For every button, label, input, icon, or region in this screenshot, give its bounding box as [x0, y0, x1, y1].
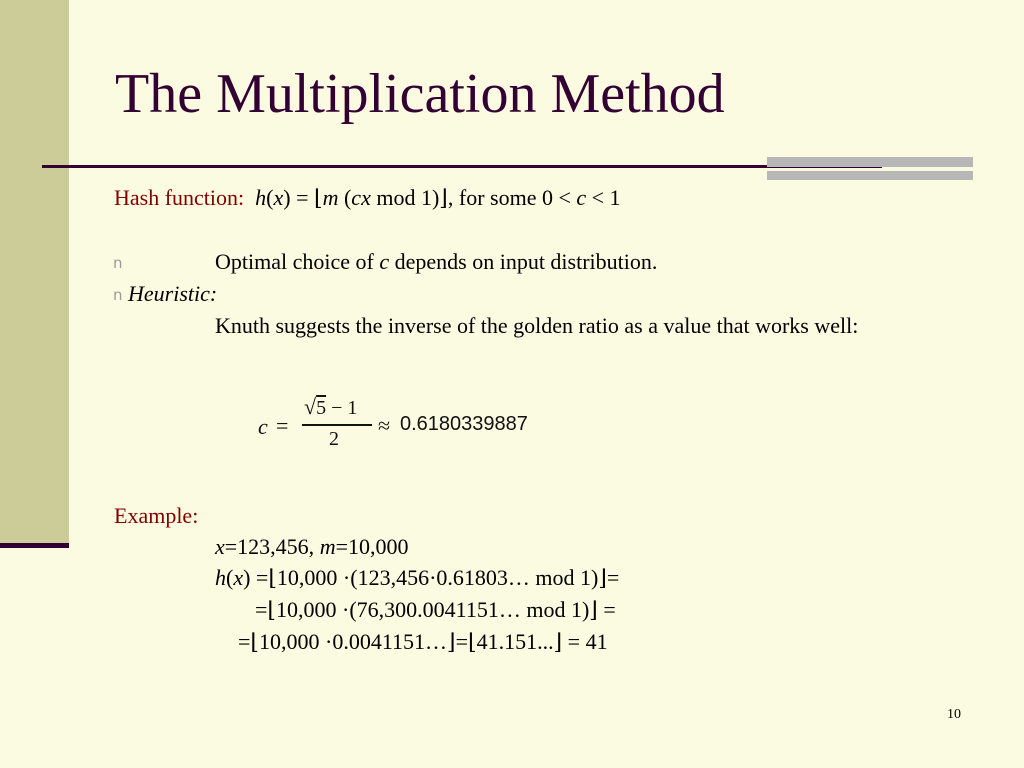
knuth-line: Knuth suggests the inverse of the golden ratio as a value that works well: — [215, 313, 859, 338]
accent-bar-top — [767, 157, 973, 167]
slide-title: The Multiplication Method — [115, 63, 725, 125]
heuristic-label: Heuristic: — [128, 281, 218, 306]
formula-numerator: √5 − 1 — [304, 394, 358, 419]
page-number: 10 — [947, 707, 961, 722]
bullet-marker: n — [113, 254, 123, 272]
example-step-1: h(x) =⌊10,000 ·(123,456·0.61803… mod 1)⌋= — [215, 565, 620, 590]
accent-bar-bottom — [767, 171, 973, 180]
example-step-3: =⌊10,000 ·0.0041151…⌋=⌊41.151...⌋ = 41 — [238, 629, 608, 654]
sidebar-rule — [0, 543, 69, 548]
sidebar-decoration — [0, 0, 69, 545]
hash-label: Hash function: — [114, 185, 245, 210]
bullet-optimal-choice: Optimal choice of c depends on input distribution. — [215, 249, 658, 274]
golden-ratio-value: 0.6180339887 — [400, 413, 528, 435]
hash-function-line: Hash function: h(x) = ⌊m (cx mod 1)⌋, for some 0 < c < 1 — [114, 185, 621, 210]
fraction-bar — [302, 424, 372, 426]
bullet-marker-heuristic: n — [113, 286, 123, 304]
golden-ratio-formula: c = √5 − 1 2 ≈ 0.6180339887 — [258, 394, 528, 450]
title-rule — [42, 165, 882, 168]
example-label: Example: — [114, 503, 199, 528]
example-step-2: =⌊10,000 ·(76,300.0041151… mod 1)⌋ = — [255, 597, 616, 622]
example-params: x=123,456, m=10,000 — [215, 534, 409, 559]
